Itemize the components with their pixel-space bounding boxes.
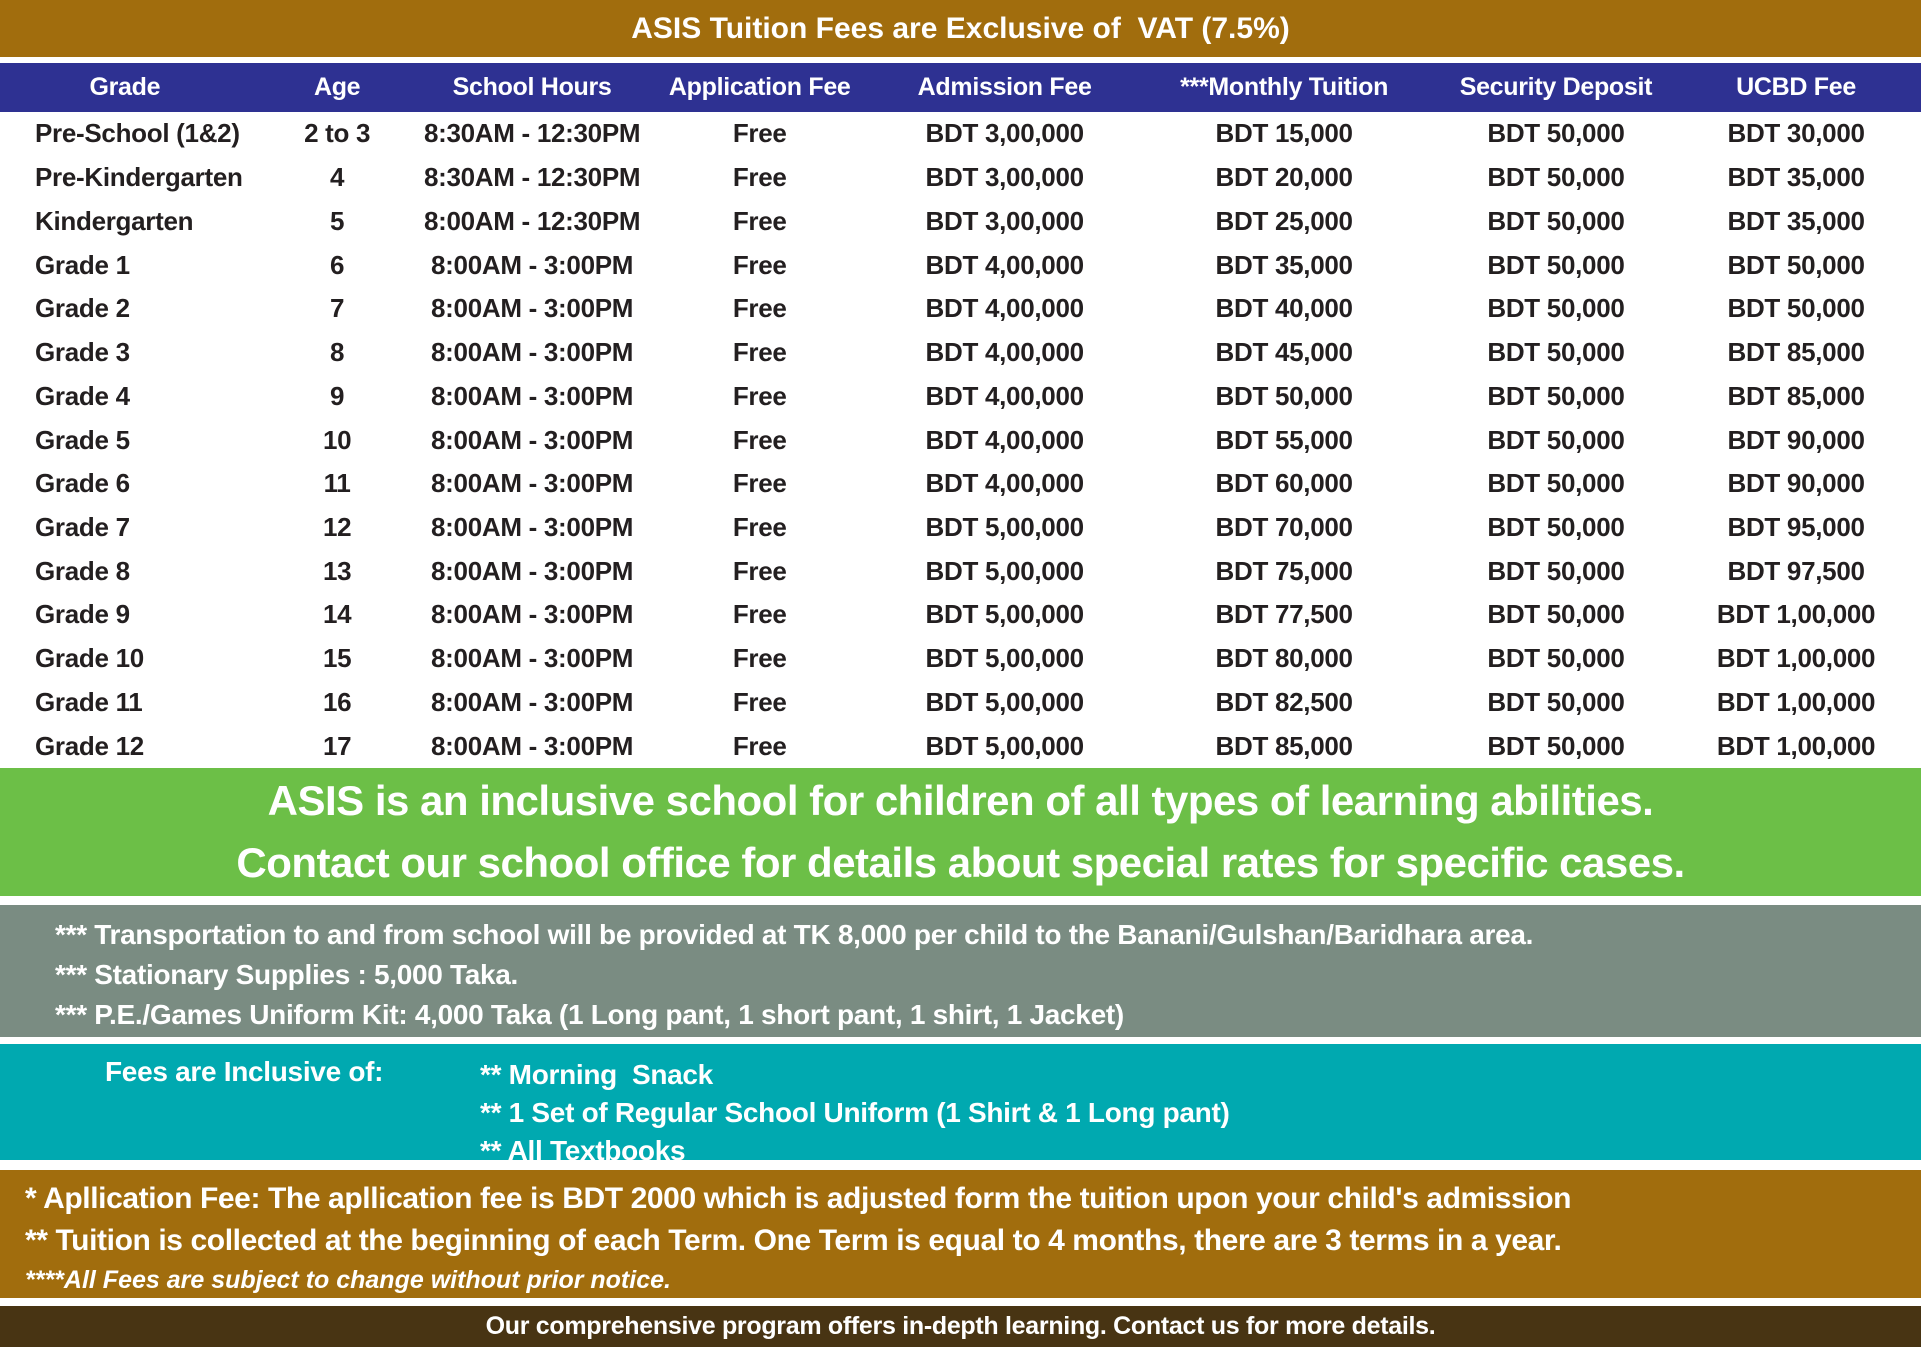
cell-admission_fee: BDT 3,00,000	[925, 118, 1084, 149]
footer-banner	[0, 1306, 1921, 1347]
cell-security_deposit: BDT 50,000	[1487, 686, 1625, 717]
table-row	[0, 418, 1921, 462]
cell-security_deposit: BDT 50,000	[1487, 424, 1625, 455]
cell-age: 5	[330, 205, 345, 236]
inclusivity-line-1: ASIS is an inclusive school for children of all types of learning abilities.	[267, 777, 1654, 824]
fee-table-header	[0, 63, 1921, 112]
cell-age: 12	[322, 511, 352, 542]
cell-admission_fee: BDT 5,00,000	[925, 730, 1084, 761]
cell-application_fee: Free	[732, 643, 787, 674]
table-row	[0, 462, 1921, 506]
cell-age: 14	[322, 599, 352, 630]
cell-application_fee: Free	[732, 511, 787, 542]
column-header-application_fee: Application Fee	[668, 73, 851, 101]
cell-grade: Pre-School (1&2)	[35, 118, 240, 149]
fees-inclusive-label: Fees are Inclusive of:	[105, 1056, 384, 1087]
fees-inclusive-item-3: ** All Textbooks	[480, 1135, 686, 1166]
cell-admission_fee: BDT 5,00,000	[925, 511, 1084, 542]
cell-grade: Pre-Kindergarten	[35, 162, 243, 193]
cell-ucbd_fee: BDT 85,000	[1727, 337, 1865, 368]
table-row	[0, 112, 1921, 156]
cell-grade: Grade 6	[35, 468, 130, 499]
column-header-school_hours: School Hours	[452, 73, 612, 101]
cell-security_deposit: BDT 50,000	[1487, 337, 1625, 368]
vat-banner-title: ASIS Tuition Fees are Exclusive of VAT (7.5%)	[631, 11, 1290, 45]
table-row	[0, 287, 1921, 331]
cell-age: 13	[322, 555, 352, 586]
cell-monthly_tuition: BDT 60,000	[1215, 468, 1353, 499]
inclusivity-line-2: Contact our school office for details about special rates for specific cases.	[236, 839, 1685, 886]
cell-grade: Grade 11	[35, 686, 143, 717]
cell-application_fee: Free	[732, 118, 787, 149]
cell-admission_fee: BDT 5,00,000	[925, 686, 1084, 717]
cell-school_hours: 8:00AM - 3:00PM	[431, 337, 634, 368]
cell-monthly_tuition: BDT 75,000	[1215, 555, 1353, 586]
cell-grade: Grade 3	[35, 337, 130, 368]
cell-application_fee: Free	[732, 730, 787, 761]
cell-age: 10	[322, 424, 352, 455]
cell-admission_fee: BDT 5,00,000	[925, 643, 1084, 674]
cell-ucbd_fee: BDT 90,000	[1727, 468, 1865, 499]
cell-monthly_tuition: BDT 45,000	[1215, 337, 1353, 368]
cell-application_fee: Free	[732, 424, 787, 455]
cell-age: 4	[330, 162, 345, 193]
cell-monthly_tuition: BDT 25,000	[1215, 205, 1353, 236]
application-fee-note: * Apllication Fee: The apllication fee is BDT 2000 which is adjusted form the tuition upon your child's admission	[25, 1182, 1572, 1215]
inclusivity-banner	[0, 768, 1921, 896]
table-row	[0, 681, 1921, 725]
cell-ucbd_fee: BDT 1,00,000	[1716, 643, 1876, 674]
column-header-security_deposit: Security Deposit	[1459, 73, 1653, 101]
cell-security_deposit: BDT 50,000	[1487, 730, 1625, 761]
cell-security_deposit: BDT 50,000	[1487, 118, 1625, 149]
cell-security_deposit: BDT 50,000	[1487, 468, 1625, 499]
fees-inclusive-item-2: ** 1 Set of Regular School Uniform (1 Shirt & 1 Long pant)	[480, 1097, 1230, 1128]
cell-school_hours: 8:00AM - 3:00PM	[431, 380, 634, 411]
table-row	[0, 331, 1921, 375]
cell-monthly_tuition: BDT 80,000	[1215, 643, 1353, 674]
cell-admission_fee: BDT 4,00,000	[925, 424, 1084, 455]
cell-admission_fee: BDT 5,00,000	[925, 599, 1084, 630]
cell-school_hours: 8:00AM - 3:00PM	[431, 599, 634, 630]
cell-admission_fee: BDT 4,00,000	[925, 293, 1084, 324]
cell-security_deposit: BDT 50,000	[1487, 162, 1625, 193]
cell-ucbd_fee: BDT 35,000	[1727, 205, 1865, 236]
table-row	[0, 724, 1921, 768]
cell-monthly_tuition: BDT 85,000	[1215, 730, 1353, 761]
table-row	[0, 506, 1921, 550]
fee-policy-notes	[0, 1170, 1921, 1298]
column-header-grade: Grade	[89, 73, 161, 101]
cell-ucbd_fee: BDT 95,000	[1727, 511, 1865, 542]
column-header-monthly_tuition: ***Monthly Tuition	[1180, 73, 1389, 101]
cell-monthly_tuition: BDT 50,000	[1215, 380, 1353, 411]
cell-school_hours: 8:00AM - 3:00PM	[431, 555, 634, 586]
cell-age: 2 to 3	[304, 118, 371, 149]
cell-age: 7	[330, 293, 345, 324]
cell-school_hours: 8:00AM - 3:00PM	[431, 424, 634, 455]
column-header-age: Age	[313, 73, 361, 101]
cell-school_hours: 8:00AM - 3:00PM	[431, 468, 634, 499]
cell-school_hours: 8:00AM - 3:00PM	[431, 511, 634, 542]
cell-security_deposit: BDT 50,000	[1487, 380, 1625, 411]
cell-application_fee: Free	[732, 162, 787, 193]
cell-application_fee: Free	[732, 205, 787, 236]
fees-inclusive-items	[480, 1056, 1230, 1170]
cell-ucbd_fee: BDT 1,00,000	[1716, 599, 1876, 630]
cell-admission_fee: BDT 3,00,000	[925, 205, 1084, 236]
cell-admission_fee: BDT 4,00,000	[925, 380, 1084, 411]
cell-age: 11	[323, 468, 351, 499]
transport-note-2: *** Stationary Supplies : 5,000 Taka.	[55, 959, 519, 990]
cell-application_fee: Free	[732, 686, 787, 717]
column-header-admission_fee: Admission Fee	[917, 73, 1092, 101]
cell-ucbd_fee: BDT 97,500	[1727, 555, 1865, 586]
cell-ucbd_fee: BDT 85,000	[1727, 380, 1865, 411]
fees-change-note: ****All Fees are subject to change without prior notice.	[25, 1266, 671, 1294]
cell-admission_fee: BDT 4,00,000	[925, 249, 1084, 280]
table-row	[0, 374, 1921, 418]
cell-grade: Grade 5	[35, 424, 130, 455]
cell-school_hours: 8:00AM - 3:00PM	[431, 686, 634, 717]
table-row	[0, 549, 1921, 593]
cell-application_fee: Free	[732, 337, 787, 368]
cell-security_deposit: BDT 50,000	[1487, 555, 1625, 586]
cell-school_hours: 8:30AM - 12:30PM	[423, 118, 641, 149]
transport-notes	[0, 905, 1921, 1037]
cell-age: 6	[330, 249, 345, 280]
transport-note-1: *** Transportation to and from school will be provided at TK 8,000 per child to the Banani/Gulshan/Baridhara area.	[55, 919, 1534, 950]
cell-grade: Grade 4	[35, 380, 130, 411]
transport-note-3: *** P.E./Games Uniform Kit: 4,000 Taka (1 Long pant, 1 short pant, 1 shirt, 1 Jacket)	[55, 999, 1124, 1030]
cell-grade: Grade 8	[35, 555, 130, 586]
cell-ucbd_fee: BDT 1,00,000	[1716, 730, 1876, 761]
table-row	[0, 243, 1921, 287]
cell-security_deposit: BDT 50,000	[1487, 249, 1625, 280]
cell-monthly_tuition: BDT 70,000	[1215, 511, 1353, 542]
cell-admission_fee: BDT 5,00,000	[925, 555, 1084, 586]
cell-school_hours: 8:00AM - 3:00PM	[431, 249, 634, 280]
cell-age: 16	[322, 686, 352, 717]
cell-grade: Grade 12	[35, 730, 144, 761]
table-row	[0, 156, 1921, 200]
cell-grade: Grade 9	[35, 599, 130, 630]
cell-grade: Grade 2	[35, 293, 130, 324]
cell-grade: Grade 10	[35, 643, 144, 674]
cell-security_deposit: BDT 50,000	[1487, 643, 1625, 674]
table-row	[0, 199, 1921, 243]
cell-grade: Grade 1	[35, 249, 130, 280]
cell-age: 15	[322, 643, 352, 674]
fee-table-body	[0, 112, 1921, 768]
cell-monthly_tuition: BDT 55,000	[1215, 424, 1353, 455]
cell-admission_fee: BDT 4,00,000	[925, 337, 1084, 368]
table-row	[0, 593, 1921, 637]
cell-age: 17	[322, 730, 352, 761]
cell-application_fee: Free	[732, 468, 787, 499]
fees-inclusive-item-1: ** Morning Snack	[480, 1059, 713, 1090]
cell-security_deposit: BDT 50,000	[1487, 511, 1625, 542]
cell-monthly_tuition: BDT 20,000	[1215, 162, 1353, 193]
table-row	[0, 637, 1921, 681]
cell-ucbd_fee: BDT 90,000	[1727, 424, 1865, 455]
tuition-term-note: ** Tuition is collected at the beginning of each Term. One Term is equal to 4 months, there are 3 terms in a year.	[25, 1224, 1562, 1257]
cell-school_hours: 8:00AM - 3:00PM	[431, 643, 634, 674]
cell-ucbd_fee: BDT 50,000	[1727, 249, 1865, 280]
cell-monthly_tuition: BDT 40,000	[1215, 293, 1353, 324]
cell-application_fee: Free	[732, 249, 787, 280]
cell-application_fee: Free	[732, 293, 787, 324]
cell-monthly_tuition: BDT 15,000	[1215, 118, 1353, 149]
cell-security_deposit: BDT 50,000	[1487, 599, 1625, 630]
footer-text: Our comprehensive program offers in-depth learning. Contact us for more details.	[485, 1312, 1436, 1340]
cell-school_hours: 8:00AM - 12:30PM	[423, 205, 641, 236]
cell-application_fee: Free	[732, 555, 787, 586]
vat-banner	[0, 0, 1921, 57]
cell-admission_fee: BDT 3,00,000	[925, 162, 1084, 193]
cell-age: 9	[330, 380, 345, 411]
column-header-ucbd_fee: UCBD Fee	[1736, 73, 1856, 101]
cell-grade: Grade 7	[35, 511, 130, 542]
cell-application_fee: Free	[732, 380, 787, 411]
cell-monthly_tuition: BDT 77,500	[1215, 599, 1353, 630]
cell-ucbd_fee: BDT 30,000	[1727, 118, 1865, 149]
cell-school_hours: 8:00AM - 3:00PM	[431, 293, 634, 324]
cell-school_hours: 8:30AM - 12:30PM	[423, 162, 641, 193]
cell-ucbd_fee: BDT 1,00,000	[1716, 686, 1876, 717]
cell-security_deposit: BDT 50,000	[1487, 293, 1625, 324]
cell-ucbd_fee: BDT 35,000	[1727, 162, 1865, 193]
cell-security_deposit: BDT 50,000	[1487, 205, 1625, 236]
cell-monthly_tuition: BDT 35,000	[1215, 249, 1353, 280]
cell-application_fee: Free	[732, 599, 787, 630]
cell-grade: Kindergarten	[35, 205, 194, 236]
cell-admission_fee: BDT 4,00,000	[925, 468, 1084, 499]
cell-age: 8	[330, 337, 345, 368]
cell-ucbd_fee: BDT 50,000	[1727, 293, 1865, 324]
fees-inclusive-section	[0, 1044, 1921, 1166]
cell-school_hours: 8:00AM - 3:00PM	[431, 730, 634, 761]
cell-monthly_tuition: BDT 82,500	[1215, 686, 1353, 717]
